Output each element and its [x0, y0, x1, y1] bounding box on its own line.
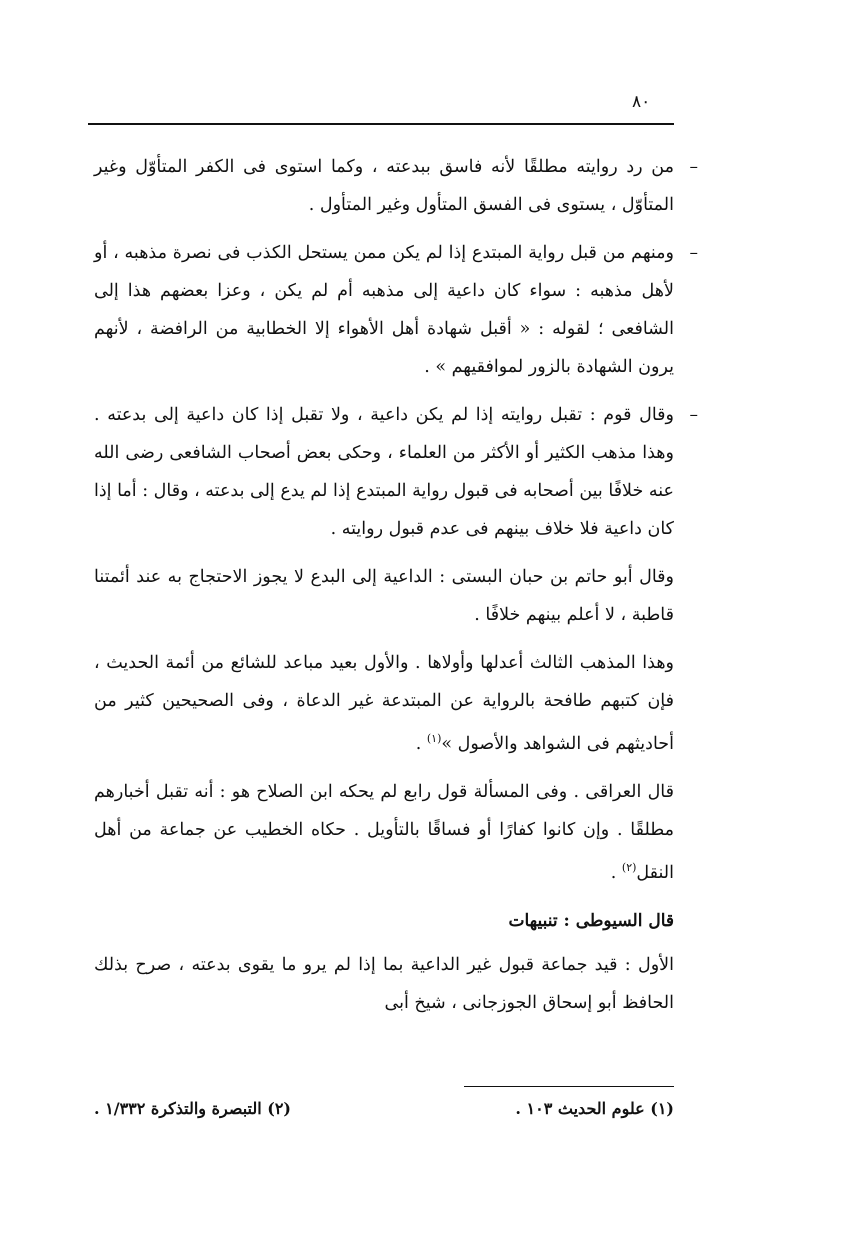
- paragraph-2: [94, 234, 698, 386]
- paragraph-text: ومنهم من قبل رواية المبتدع إذا لم يكن ممن يستحل الكذب فى نصرة مذهبه ، أو لأهل مذهبه : سواء كان داعية إلى مذهبه أم لم يكن ، وعزا بعضهم هذا إلى الشافعى ؛ لقوله : « أقبل شهادة أهل الأهواء إلا الخطابية من الرافضة ، لأنهم يرون الشهادة بالزور لموافقيهم » .: [94, 243, 674, 377]
- page-number: ٨٠: [632, 92, 651, 112]
- footnote-2: (٢) التبصرة والتذكرة ١/٣٣٢ .: [94, 1099, 291, 1118]
- footnote-ref-1: (١): [426, 732, 442, 745]
- paragraph-text: من رد روايته مطلقًا لأنه فاسق ببدعته ، وكما استوى فى الكفر المتأوّل وغير المتأوّل ، يستوى فى الفسق المتأول وغير المتأول .: [94, 157, 674, 215]
- paragraph-dash: –: [689, 243, 698, 263]
- footnote-rule: [464, 1086, 674, 1087]
- footnote-1: (١) علوم الحديث ١٠٣ .: [515, 1099, 674, 1118]
- footnotes: [94, 1094, 674, 1124]
- paragraph-text: قال العراقى . وفى المسألة قول رابع لم يحكه ابن الصلاح هو : أنه تقبل أخبارهم مطلقًا . وإن كانوا كفارًا أو فساقًا بالتأويل . حكاه الخطيب عن جماعة من أهل النقل: [94, 781, 674, 883]
- paragraph-dash: –: [689, 405, 698, 425]
- paragraph-dash: –: [689, 157, 698, 177]
- section-heading: قال السيوطى : تنبيهات: [508, 910, 674, 931]
- paragraph-tail: .: [610, 862, 622, 883]
- paragraph-1: [94, 148, 698, 224]
- paragraph-tail: .: [415, 733, 427, 754]
- header-rule: [88, 123, 674, 125]
- paragraph-text: وقال أبو حاتم بن حبان البستى : الداعية إلى البدع لا يجوز الاحتجاج به عند أئمتنا قاطبة ، لا أعلم بينهم خلافًا .: [94, 567, 674, 625]
- paragraph-4: [94, 558, 674, 634]
- paragraph-7: الأول : قيد جماعة قبول غير الداعية بما إذا لم يرو ما يقوى بدعته ، صرح بذلك الحافظ أبو إسحاق الجوزجانى ، شيخ أبى: [94, 954, 674, 1013]
- paragraph-5: [94, 644, 674, 763]
- main-text: [93, 148, 698, 1032]
- paragraph-text: وهذا المذهب الثالث أعدلها وأولاها . والأول بعيد مباعد للشائع من أئمة الحديث ، فإن كتبهم طافحة بالرواية عن المبتدعة غير الدعاة ، وفى الصحيحين كثير من أحاديثهم فى الشواهد والأصول »: [94, 653, 674, 754]
- footnote-ref-2: (٢): [621, 860, 637, 874]
- paragraph-3: [93, 396, 698, 548]
- paragraph-text: وقال قوم : تقبل روايته إذا لم يكن داعية ، ولا تقبل إذا كان داعية إلى بدعته . وهذا مذهب الكثير أو الأكثر من العلماء ، وحكى بعض أصحاب الشافعى رضى الله عنه خلافًا بين أصحابه فى قبول رواية المبتدع إذا لم يدع إلى بدعته ، وقال : أما إذا كان داعية فلا خلاف بينهم فى عدم قبول روايته .: [93, 405, 674, 539]
- paragraph-6: [94, 773, 674, 892]
